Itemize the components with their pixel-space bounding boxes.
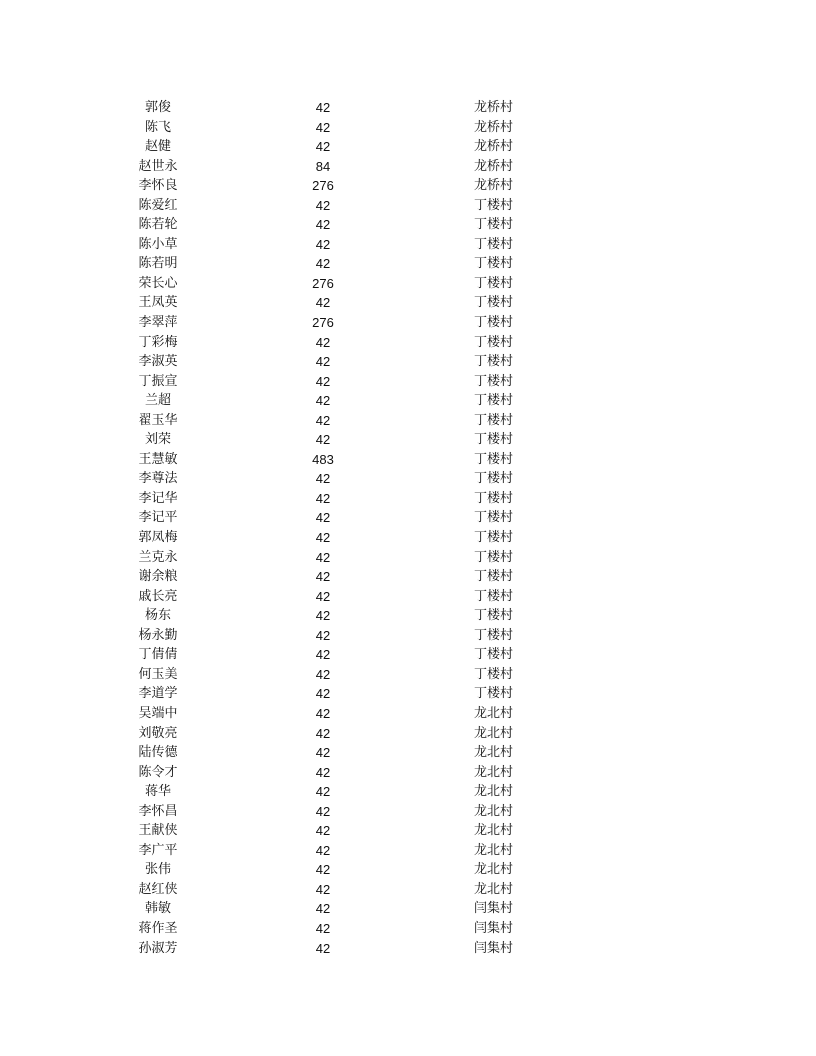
amount-cell: 42 bbox=[315, 588, 331, 604]
name-cell: 吴端中 bbox=[138, 705, 178, 721]
amount-cell: 42 bbox=[315, 940, 331, 956]
name-cell: 陈若明 bbox=[138, 256, 178, 272]
table-row bbox=[0, 939, 816, 959]
name-cell: 丁倩倩 bbox=[138, 647, 178, 663]
amount-cell: 42 bbox=[315, 471, 331, 487]
table-row bbox=[0, 587, 816, 607]
name-cell: 郭俊 bbox=[144, 100, 171, 115]
amount-cell: 42 bbox=[315, 686, 331, 702]
name-cell: 李翠萍 bbox=[138, 315, 178, 331]
name-cell: 陈若轮 bbox=[138, 217, 178, 233]
village-cell: 丁楼村 bbox=[474, 608, 514, 624]
amount-cell: 42 bbox=[315, 745, 331, 761]
amount-cell: 42 bbox=[315, 862, 331, 878]
data-table bbox=[0, 98, 816, 958]
amount-cell: 42 bbox=[315, 705, 331, 721]
name-cell: 李怀昌 bbox=[138, 803, 178, 819]
table-row bbox=[0, 254, 816, 274]
amount-cell: 42 bbox=[315, 510, 331, 526]
village-cell: 闫集村 bbox=[474, 940, 514, 956]
name-cell: 兰超 bbox=[144, 393, 171, 409]
village-cell: 龙桥村 bbox=[474, 119, 514, 135]
name-cell: 赵世永 bbox=[138, 158, 178, 174]
table-row bbox=[0, 860, 816, 880]
table-row bbox=[0, 606, 816, 626]
table-row bbox=[0, 782, 816, 802]
table-row bbox=[0, 567, 816, 587]
table-row bbox=[0, 763, 816, 783]
name-cell: 戚长亮 bbox=[138, 588, 178, 604]
village-cell: 丁楼村 bbox=[474, 432, 514, 448]
amount-cell: 42 bbox=[315, 549, 331, 565]
village-cell: 龙北村 bbox=[474, 725, 514, 741]
name-cell: 何玉美 bbox=[138, 666, 178, 682]
amount-cell: 42 bbox=[315, 725, 331, 741]
amount-cell: 42 bbox=[315, 100, 331, 115]
name-cell: 赵健 bbox=[144, 139, 171, 155]
village-cell: 丁楼村 bbox=[474, 393, 514, 409]
amount-cell: 42 bbox=[315, 490, 331, 506]
amount-cell: 276 bbox=[312, 275, 334, 291]
name-cell: 王凤英 bbox=[138, 295, 178, 311]
amount-cell: 42 bbox=[315, 627, 331, 643]
village-cell: 丁楼村 bbox=[474, 471, 514, 487]
village-cell: 龙桥村 bbox=[474, 158, 514, 174]
amount-cell: 42 bbox=[315, 920, 331, 936]
name-cell: 陈令才 bbox=[138, 764, 178, 780]
amount-cell: 42 bbox=[315, 393, 331, 409]
table-row bbox=[0, 919, 816, 939]
name-cell: 李怀良 bbox=[138, 178, 178, 194]
village-cell: 丁楼村 bbox=[474, 530, 514, 546]
table-row bbox=[0, 899, 816, 919]
village-cell: 丁楼村 bbox=[474, 686, 514, 702]
village-cell: 丁楼村 bbox=[474, 373, 514, 389]
name-cell: 李记平 bbox=[138, 510, 178, 526]
name-cell: 翟玉华 bbox=[138, 412, 178, 428]
village-cell: 丁楼村 bbox=[474, 647, 514, 663]
village-cell: 丁楼村 bbox=[474, 451, 514, 467]
amount-cell: 42 bbox=[315, 217, 331, 233]
village-cell: 龙北村 bbox=[474, 784, 514, 800]
village-cell: 闫集村 bbox=[474, 901, 514, 917]
table-row bbox=[0, 176, 816, 196]
village-cell: 丁楼村 bbox=[474, 236, 514, 252]
amount-cell: 42 bbox=[315, 256, 331, 272]
amount-cell: 42 bbox=[315, 236, 331, 252]
amount-cell: 42 bbox=[315, 823, 331, 839]
village-cell: 丁楼村 bbox=[474, 490, 514, 506]
village-cell: 龙北村 bbox=[474, 842, 514, 858]
table-row bbox=[0, 802, 816, 822]
village-cell: 丁楼村 bbox=[474, 295, 514, 311]
village-cell: 闫集村 bbox=[474, 920, 514, 936]
amount-cell: 42 bbox=[315, 803, 331, 819]
table-row bbox=[0, 626, 816, 646]
table-row bbox=[0, 645, 816, 665]
name-cell: 刘敬亮 bbox=[138, 725, 178, 741]
table-row bbox=[0, 489, 816, 509]
village-cell: 丁楼村 bbox=[474, 354, 514, 370]
name-cell: 郭凤梅 bbox=[138, 530, 178, 546]
table-row bbox=[0, 333, 816, 353]
name-cell: 杨东 bbox=[144, 608, 171, 624]
name-cell: 李广平 bbox=[138, 842, 178, 858]
amount-cell: 42 bbox=[315, 842, 331, 858]
amount-cell: 42 bbox=[315, 784, 331, 800]
table-row bbox=[0, 391, 816, 411]
table-row bbox=[0, 821, 816, 841]
amount-cell: 42 bbox=[315, 901, 331, 917]
name-cell: 谢余粮 bbox=[138, 569, 178, 585]
amount-cell: 42 bbox=[315, 197, 331, 213]
village-cell: 龙桥村 bbox=[474, 100, 514, 115]
village-cell: 龙北村 bbox=[474, 764, 514, 780]
table-row bbox=[0, 352, 816, 372]
amount-cell: 84 bbox=[315, 158, 331, 174]
name-cell: 蒋作圣 bbox=[138, 920, 178, 936]
table-row bbox=[0, 469, 816, 489]
table-row bbox=[0, 118, 816, 138]
village-cell: 丁楼村 bbox=[474, 256, 514, 272]
name-cell: 陈飞 bbox=[144, 119, 171, 135]
table-row bbox=[0, 743, 816, 763]
amount-cell: 42 bbox=[315, 432, 331, 448]
village-cell: 丁楼村 bbox=[474, 217, 514, 233]
village-cell: 丁楼村 bbox=[474, 275, 514, 291]
amount-cell: 42 bbox=[315, 764, 331, 780]
village-cell: 龙北村 bbox=[474, 745, 514, 761]
village-cell: 丁楼村 bbox=[474, 627, 514, 643]
village-cell: 丁楼村 bbox=[474, 510, 514, 526]
village-cell: 龙北村 bbox=[474, 803, 514, 819]
village-cell: 龙北村 bbox=[474, 881, 514, 897]
name-cell: 韩敏 bbox=[144, 901, 171, 917]
table-row bbox=[0, 215, 816, 235]
name-cell: 蒋华 bbox=[144, 784, 171, 800]
table-row bbox=[0, 411, 816, 431]
amount-cell: 42 bbox=[315, 119, 331, 135]
amount-cell: 42 bbox=[315, 295, 331, 311]
village-cell: 丁楼村 bbox=[474, 666, 514, 682]
name-cell: 丁振宣 bbox=[138, 373, 178, 389]
amount-cell: 42 bbox=[315, 412, 331, 428]
amount-cell: 42 bbox=[315, 139, 331, 155]
table-row bbox=[0, 684, 816, 704]
village-cell: 丁楼村 bbox=[474, 334, 514, 350]
table-row bbox=[0, 137, 816, 157]
name-cell: 赵红侠 bbox=[138, 881, 178, 897]
name-cell: 李记华 bbox=[138, 490, 178, 506]
village-cell: 龙北村 bbox=[474, 705, 514, 721]
name-cell: 杨永勤 bbox=[138, 627, 178, 643]
amount-cell: 276 bbox=[312, 178, 334, 194]
village-cell: 龙桥村 bbox=[474, 139, 514, 155]
table-row bbox=[0, 196, 816, 216]
table-row bbox=[0, 372, 816, 392]
table-row bbox=[0, 430, 816, 450]
name-cell: 李尊法 bbox=[138, 471, 178, 487]
village-cell: 丁楼村 bbox=[474, 412, 514, 428]
table-row bbox=[0, 704, 816, 724]
name-cell: 陆传德 bbox=[138, 745, 178, 761]
village-cell: 丁楼村 bbox=[474, 588, 514, 604]
amount-cell: 276 bbox=[312, 315, 334, 331]
table-row bbox=[0, 313, 816, 333]
table-row bbox=[0, 528, 816, 548]
village-cell: 丁楼村 bbox=[474, 197, 514, 213]
name-cell: 荣长心 bbox=[138, 275, 178, 291]
amount-cell: 42 bbox=[315, 647, 331, 663]
name-cell: 刘荣 bbox=[144, 432, 171, 448]
table-row bbox=[0, 665, 816, 685]
table-row bbox=[0, 548, 816, 568]
name-cell: 王慧敏 bbox=[138, 451, 178, 467]
name-cell: 李道学 bbox=[138, 686, 178, 702]
amount-cell: 42 bbox=[315, 334, 331, 350]
village-cell: 龙北村 bbox=[474, 823, 514, 839]
table-row bbox=[0, 880, 816, 900]
name-cell: 兰克永 bbox=[138, 549, 178, 565]
amount-cell: 42 bbox=[315, 373, 331, 389]
table-row bbox=[0, 157, 816, 177]
name-cell: 张伟 bbox=[144, 862, 171, 878]
village-cell: 丁楼村 bbox=[474, 549, 514, 565]
table-row bbox=[0, 841, 816, 861]
amount-cell: 42 bbox=[315, 354, 331, 370]
table-row bbox=[0, 724, 816, 744]
village-cell: 丁楼村 bbox=[474, 315, 514, 331]
table-row bbox=[0, 235, 816, 255]
name-cell: 陈爱红 bbox=[138, 197, 178, 213]
amount-cell: 42 bbox=[315, 569, 331, 585]
table-row bbox=[0, 98, 816, 118]
amount-cell: 483 bbox=[312, 451, 334, 467]
village-cell: 龙桥村 bbox=[474, 178, 514, 194]
amount-cell: 42 bbox=[315, 608, 331, 624]
name-cell: 王献侠 bbox=[138, 823, 178, 839]
name-cell: 陈小草 bbox=[138, 236, 178, 252]
name-cell: 孙淑芳 bbox=[138, 940, 178, 956]
table-row bbox=[0, 274, 816, 294]
amount-cell: 42 bbox=[315, 881, 331, 897]
table-row bbox=[0, 293, 816, 313]
name-cell: 丁彩梅 bbox=[138, 334, 178, 350]
name-cell: 李淑英 bbox=[138, 354, 178, 370]
village-cell: 丁楼村 bbox=[474, 569, 514, 585]
table-row bbox=[0, 508, 816, 528]
table-row bbox=[0, 450, 816, 470]
village-cell: 龙北村 bbox=[474, 862, 514, 878]
amount-cell: 42 bbox=[315, 530, 331, 546]
amount-cell: 42 bbox=[315, 666, 331, 682]
